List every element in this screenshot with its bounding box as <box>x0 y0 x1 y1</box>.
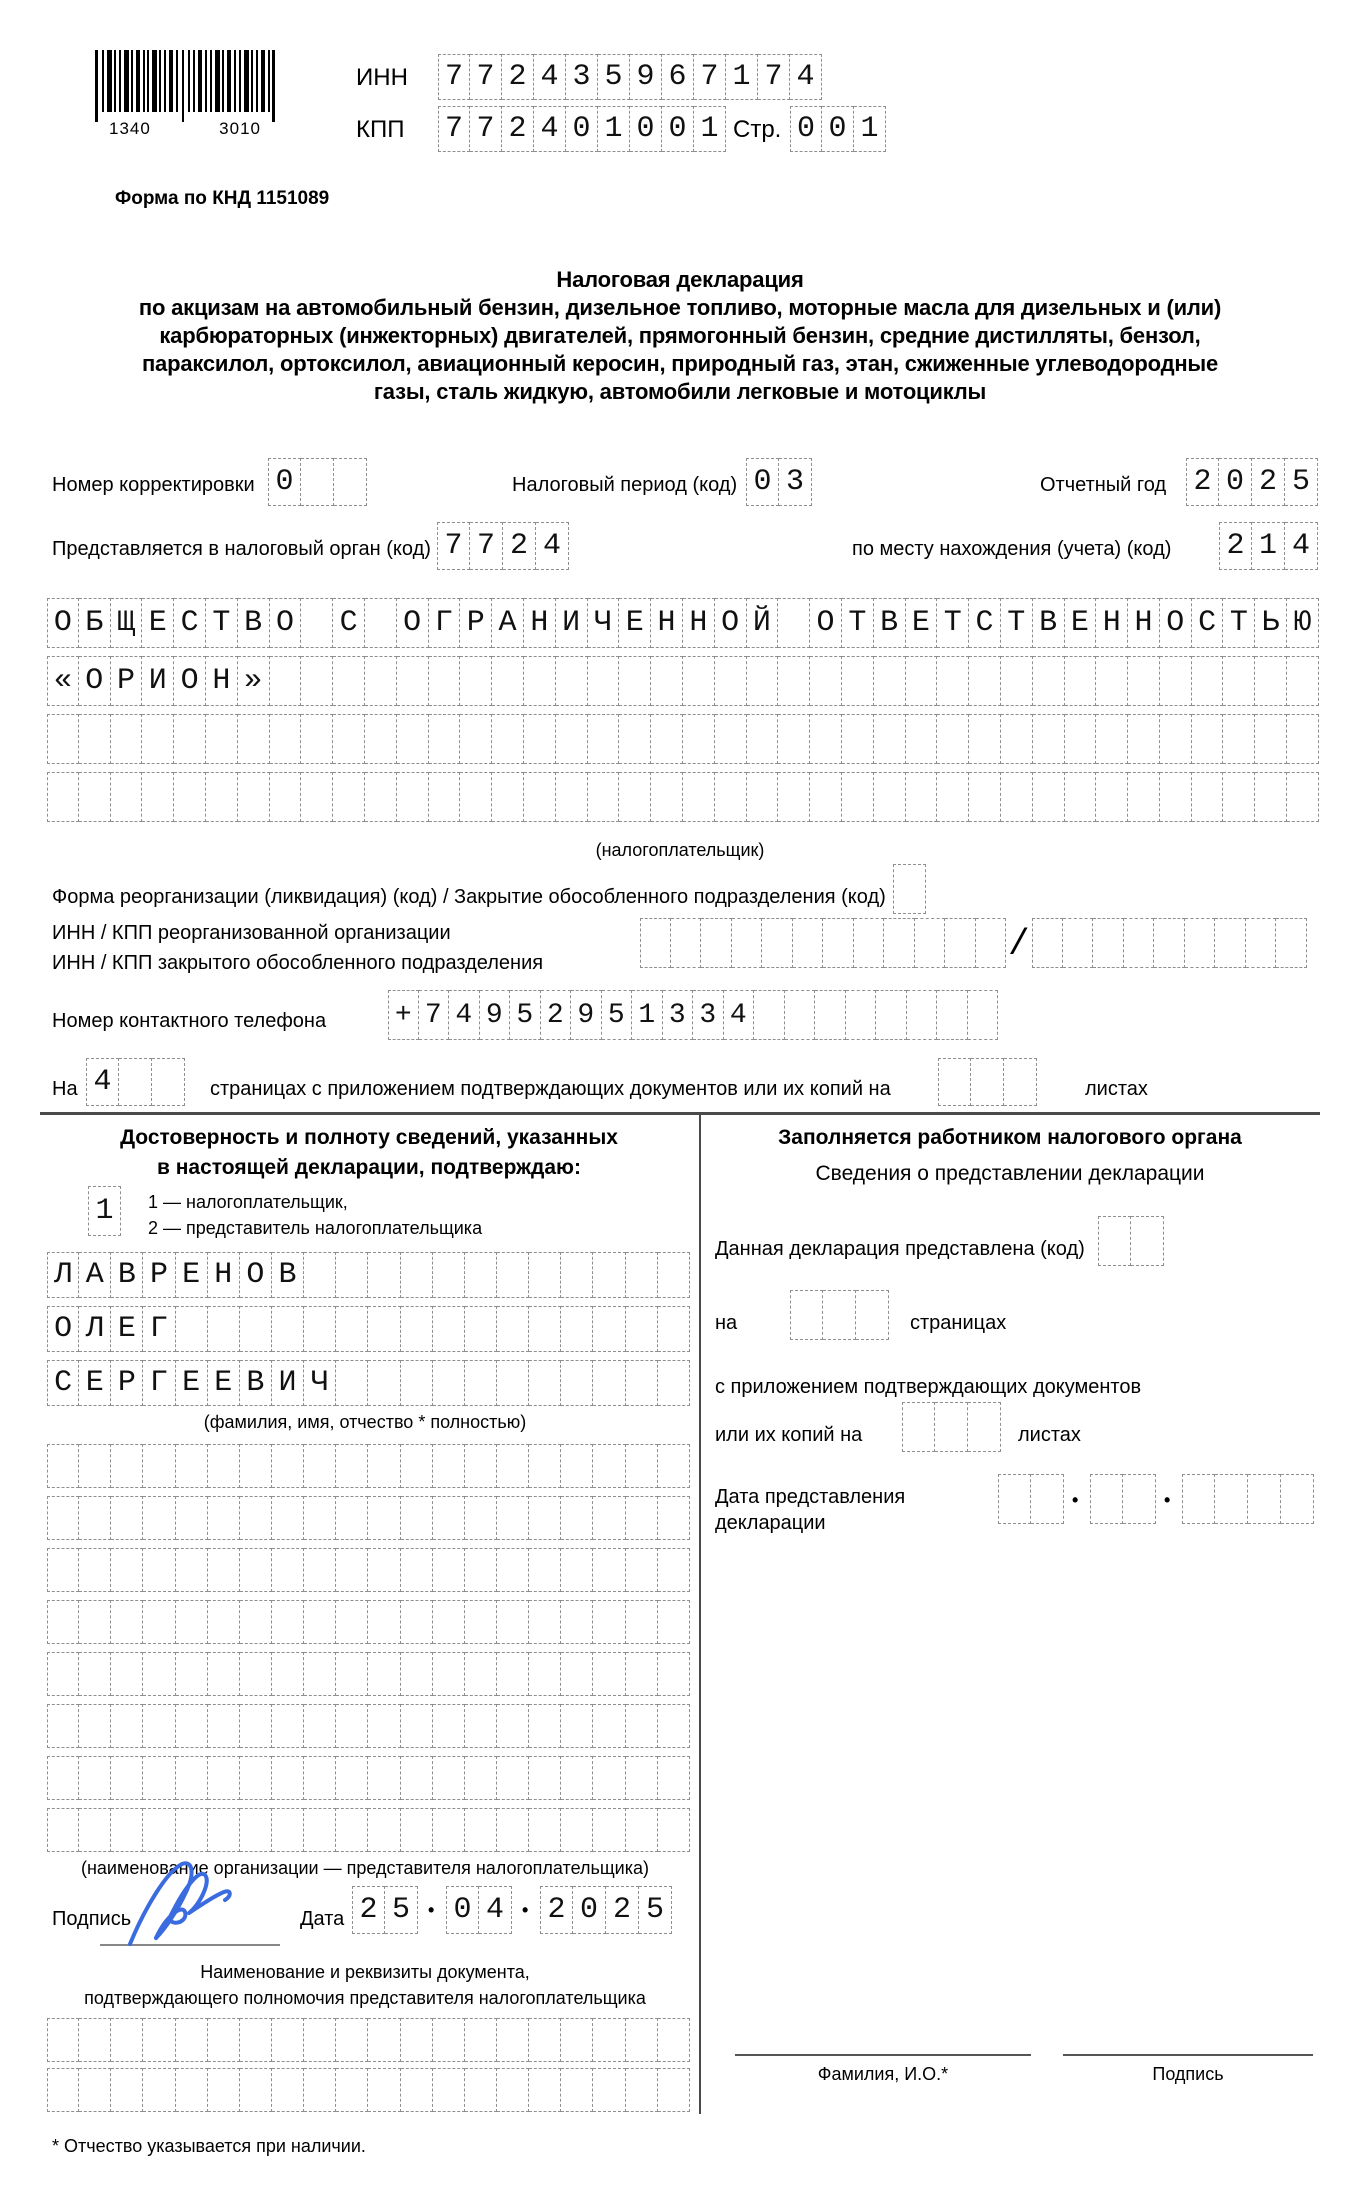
surname-cells[interactable]: Л А В Р Е Н О В <box>47 1252 690 1298</box>
title-line-1: Налоговая декларация <box>556 267 804 292</box>
title-line-4: параксилол, ортоксилол, авиационный керосин, природный газ, этан, сжиженные углеводородные <box>141 351 1219 376</box>
doc-caption-line-2: подтверждающего полномочия представителя налогоплательщика <box>84 1988 646 2008</box>
sign-date-day-cells[interactable]: 2 5 <box>352 1886 418 1934</box>
representative-org-row[interactable] <box>47 1756 690 1800</box>
representative-org-row[interactable] <box>47 1652 690 1696</box>
official-fio-label: Фамилия, И.О.* <box>817 2064 949 2084</box>
pages-na-label: На <box>52 1078 78 1100</box>
signer-legend-1: 1 — налогоплательщик, <box>148 1192 348 1212</box>
page-number-label: Стр. <box>733 116 782 143</box>
left-header-line-1: Достоверность и полноту сведений, указанных <box>120 1126 618 1149</box>
on-label: на <box>715 1312 738 1334</box>
barcode-number-left: 1340 <box>109 119 151 138</box>
taxpayer-caption: (налогоплательщик) <box>595 840 765 860</box>
right-subheader: Сведения о представлении декларации <box>815 1162 1205 1185</box>
barcode <box>95 50 275 139</box>
footnote: * Отчество указывается при наличии. <box>52 2136 366 2156</box>
doc-details-row[interactable] <box>47 2068 690 2112</box>
title-line-2: по акцизам на автомобильный бензин, дизельное топливо, моторные масла для дизельных и (или) <box>138 295 1222 320</box>
report-year-cells[interactable]: 2 0 2 5 <box>1186 458 1318 506</box>
reorg-innkpp-label-2: ИНН / КПП закрытого обособленного подразделения <box>52 952 544 974</box>
patronymic-cells[interactable]: С Е Р Г Е Е В И Ч <box>47 1360 690 1406</box>
tax-authority-label: Представляется в налоговый орган (код) <box>52 538 431 560</box>
right-header: Заполняется работником налогового органа <box>778 1126 1242 1149</box>
tax-period-label: Налоговый период (код) <box>512 474 738 496</box>
signer-legend-2: 2 — представитель налогоплательщика <box>148 1218 483 1238</box>
official-pages-cells[interactable] <box>790 1290 889 1340</box>
firstname-cells[interactable]: О Л Е Г <box>47 1306 690 1352</box>
title-line-5: газы, сталь жидкую, автомобили легковые и мотоциклы <box>373 379 987 404</box>
representative-org-row[interactable] <box>47 1444 690 1488</box>
reorg-inn-cells[interactable] <box>640 918 1006 968</box>
reorg-kpp-cells[interactable] <box>1032 918 1307 968</box>
inn-label: ИНН <box>356 64 408 91</box>
page-number-cells: 0 0 1 <box>790 106 886 152</box>
section-divider-vertical <box>699 1112 701 2114</box>
official-signature-label: Подпись <box>1152 2064 1224 2084</box>
submission-date-label-2: декларации <box>715 1512 826 1534</box>
correction-number-label: Номер корректировки <box>52 474 255 496</box>
left-header-line-2: в настоящей декларации, подтверждаю: <box>157 1156 581 1179</box>
kpp-cells[interactable]: 7 7 2 4 0 1 0 0 1 <box>438 106 726 152</box>
date-dot: • <box>1164 1490 1171 1510</box>
signature-label: Подпись <box>52 1908 132 1930</box>
taxpayer-name-row-1[interactable]: О Б Щ Е С Т В О С О Г Р А Н И Ч Е Н Н О Й О Т В Е Т С Т В Е Н Н О С Т Ь Ю <box>47 598 1319 648</box>
date-dot: • <box>522 1900 529 1920</box>
declaration-submitted-cells[interactable] <box>1098 1216 1164 1266</box>
official-copies-cells[interactable] <box>902 1402 1001 1452</box>
representative-org-row[interactable] <box>47 1496 690 1540</box>
taxpayer-name-row-4[interactable] <box>47 772 1319 822</box>
title-line-3: карбюраторных (инжекторных) двигателей, прямогонный бензин, средние дистилляты, бензол, <box>159 323 1201 348</box>
phone-cells[interactable]: + 7 4 9 5 2 9 5 1 3 3 4 <box>388 990 998 1040</box>
section-divider-horizontal <box>40 1112 1320 1115</box>
doc-caption-line-1: Наименование и реквизиты документа, <box>200 1962 530 1982</box>
date-dot: • <box>1072 1490 1079 1510</box>
location-code-cells[interactable]: 2 1 4 <box>1219 522 1318 570</box>
correction-number-cells[interactable]: 0 <box>268 458 367 506</box>
fio-caption: (фамилия, имя, отчество * полностью) <box>203 1412 527 1432</box>
signature-image[interactable] <box>108 1852 293 1952</box>
report-year-label: Отчетный год <box>1040 474 1167 496</box>
sheets-word: листах <box>1085 1078 1148 1100</box>
representative-org-row[interactable] <box>47 1600 690 1644</box>
attach-line: с приложением подтверждающих документов <box>715 1376 1142 1398</box>
form-title <box>70 266 1290 406</box>
barcode-number-right: 3010 <box>219 119 261 138</box>
tax-authority-cells[interactable]: 7 7 2 4 <box>437 522 569 570</box>
inn-kpp-slash: / <box>1008 924 1030 965</box>
taxpayer-name-row-2[interactable]: « О Р И О Н » <box>47 656 1319 706</box>
inn-cells[interactable]: 7 7 2 4 3 5 9 6 7 1 7 4 <box>438 54 822 100</box>
reorg-innkpp-label-1: ИНН / КПП реорганизованной организации <box>52 922 451 944</box>
attachment-sheets-cells[interactable] <box>938 1058 1037 1106</box>
submission-date-year-cells[interactable] <box>1182 1474 1314 1524</box>
signer-type-cell[interactable]: 1 <box>88 1186 121 1236</box>
declaration-submitted-label: Данная декларация представлена (код) <box>715 1238 1085 1260</box>
location-code-label: по месту нахождения (учета) (код) <box>852 538 1172 560</box>
copies-label: или их копий на <box>715 1424 863 1446</box>
reorg-code-cells[interactable] <box>893 864 926 914</box>
org-caption: (наименование организации — представителя налогоплательщика) <box>80 1858 650 1878</box>
sign-date-month-cells[interactable]: 0 4 <box>446 1886 512 1934</box>
tax-period-cells[interactable]: 0 3 <box>746 458 812 506</box>
pages-count-cells[interactable]: 4 <box>86 1058 185 1106</box>
pages-text: страницах с приложением подтверждающих документов или их копий на <box>210 1078 891 1100</box>
official-signature-line[interactable] <box>1063 2054 1313 2056</box>
reorg-form-label: Форма реорганизации (ликвидация) (код) / Закрытие обособленного подразделения (код) <box>52 886 886 908</box>
taxpayer-name-row-3[interactable] <box>47 714 1319 764</box>
barcode-image <box>95 50 275 126</box>
representative-org-row[interactable] <box>47 1548 690 1592</box>
official-fio-line[interactable] <box>735 2054 1031 2056</box>
date-dot: • <box>428 1900 435 1920</box>
sheets-word-right: листах <box>1018 1424 1081 1446</box>
submission-date-month-cells[interactable] <box>1090 1474 1156 1524</box>
representative-org-row[interactable] <box>47 1704 690 1748</box>
date-label: Дата <box>300 1908 345 1930</box>
submission-date-day-cells[interactable] <box>998 1474 1064 1524</box>
submission-date-label-1: Дата представления <box>715 1486 906 1508</box>
knd-form-label: Форма по КНД 1151089 <box>115 188 330 209</box>
kpp-label: КПП <box>356 116 405 143</box>
phone-label: Номер контактного телефона <box>52 1010 327 1032</box>
sign-date-year-cells[interactable]: 2 0 2 5 <box>540 1886 672 1934</box>
pages-word: страницах <box>910 1312 1007 1334</box>
representative-org-row[interactable] <box>47 1808 690 1852</box>
doc-details-row[interactable] <box>47 2018 690 2062</box>
